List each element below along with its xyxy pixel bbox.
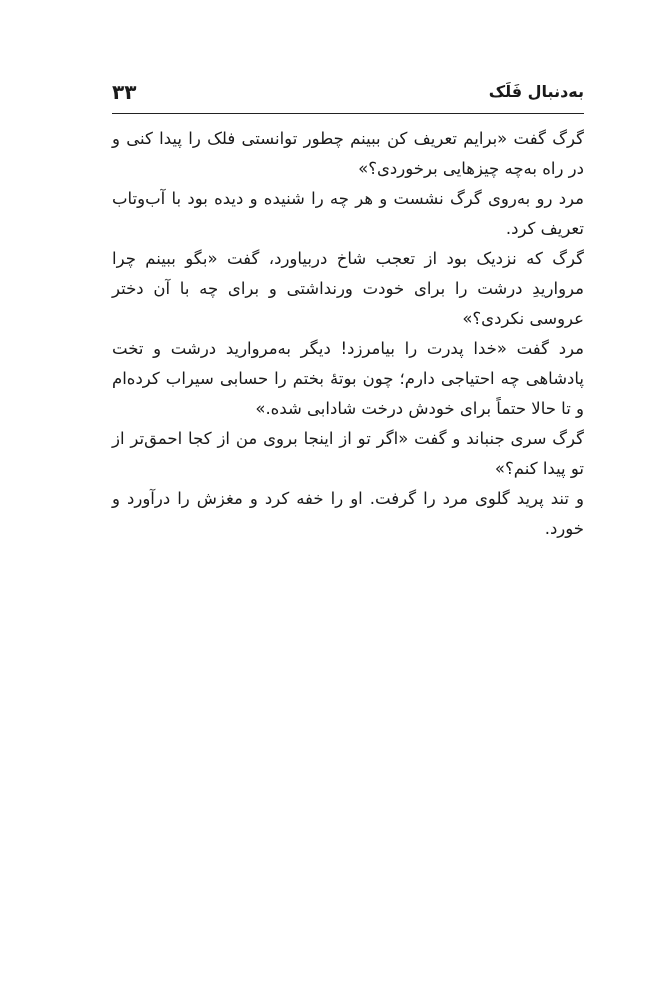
paragraph: مرد گفت «خدا پدرت را بیامرزد! دیگر به‌مروارید درشت و تخت پادشاهی چه احتیاجی دارم؛ چون بوتهٔ بختم را حسابی سیراب کرده‌ام و تا حالا حتماً برای خودش درخت شادابی شده.» [112,339,584,418]
page-header [112,80,584,108]
running-title: به‌دنبال فَلَک [488,82,584,101]
paragraph: گرگ که نزدیک بود از تعجب شاخ دربیاورد، گفت «بگو ببینم چرا مرواریدِ درشت را برای خودت ورنداشتی و برای چه با آن دختر عروسی نکردی؟» [112,249,584,328]
paragraph: گرگ سری جنباند و گفت «اگر تو از اینجا بروی من از کجا احمق‌تر از تو پیدا کنم؟» [112,429,584,478]
page-number: ۳۳ [112,80,137,104]
paragraph: و تند پرید گلوی مرد را گرفت. او را خفه کرد و مغزش را درآورد و خورد. [112,489,584,538]
paragraph: مرد رو به‌روی گرگ نشست و هر چه را شنیده و دیده بود با آب‌وتاب تعریف کرد. [112,189,584,238]
paragraph: گرگ گفت «برایم تعریف کن ببینم چطور توانستی فلک را پیدا کنی و در راه به‌چه چیزهایی برخوردی؟» [112,129,584,178]
header-rule [112,113,584,114]
story-text [112,124,584,544]
